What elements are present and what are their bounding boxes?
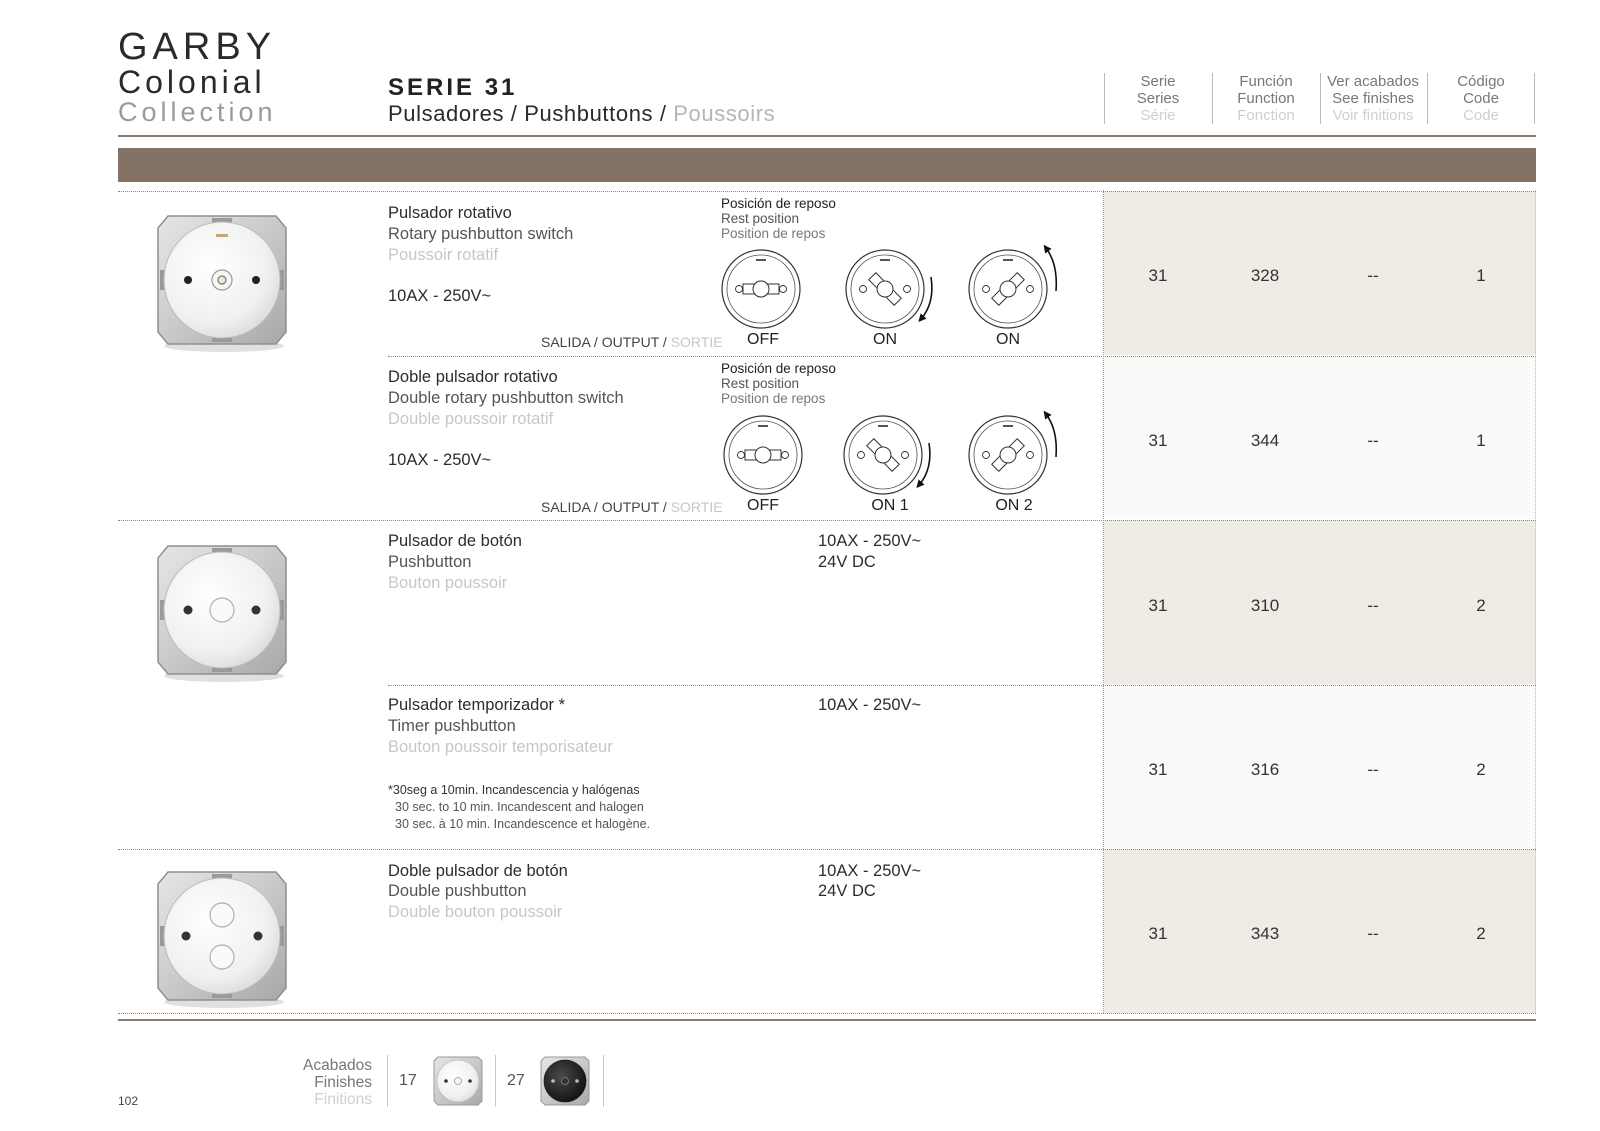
finishes-divider	[495, 1055, 496, 1107]
rest-position-es: Posición de reposo	[721, 196, 836, 211]
cell-serie: 31	[1148, 760, 1168, 779]
rotary-switch-image	[152, 210, 292, 354]
column-header-en: Code	[1463, 90, 1499, 107]
cell-serie: 31	[1148, 266, 1168, 285]
product-rating-dc: 24V DC	[818, 882, 876, 900]
header-divider	[1427, 73, 1428, 124]
finish-swatch-black-icon	[538, 1054, 592, 1108]
product-name-es: Doble pulsador de botón	[388, 862, 568, 880]
column-header-es: Serie	[1140, 73, 1176, 90]
serie-subtitle-sep: /	[653, 101, 674, 126]
column-header-fr: Voir finitions	[1332, 107, 1414, 124]
footnote-es: *30seg a 10min. Incandescencia y halógenas	[388, 783, 640, 797]
product-rating: 10AX - 250V~	[818, 532, 922, 550]
product-name-fr: Bouton poussoir temporisateur	[388, 738, 613, 756]
cell-serie: 31	[1148, 596, 1168, 615]
position-dial-on-icon	[843, 247, 943, 331]
product-name-en: Double pushbutton	[388, 882, 527, 900]
header-divider	[1212, 73, 1213, 124]
finishes-divider	[603, 1055, 604, 1107]
cell-function: 344	[1250, 431, 1280, 450]
product-name-en: Double rotary pushbutton switch	[388, 389, 624, 407]
row-divider	[118, 1013, 1536, 1014]
column-header-function	[1214, 73, 1318, 124]
column-header-code	[1429, 73, 1533, 124]
finish-code: 17	[399, 1072, 417, 1089]
output-label-en: OUTPUT	[601, 334, 660, 350]
cell-finishes: --	[1367, 431, 1379, 450]
cell-function: 310	[1250, 596, 1280, 615]
cell-code: 2	[1476, 924, 1486, 943]
finish-code: 27	[507, 1072, 525, 1089]
finishes-label	[272, 1057, 372, 1108]
product-name-es: Doble pulsador rotativo	[388, 368, 558, 386]
header-rule	[118, 135, 1536, 137]
double-pushbutton-image	[152, 866, 292, 1010]
output-label-es: SALIDA	[541, 499, 591, 515]
column-header-finishes	[1321, 73, 1425, 124]
position-label: ON	[873, 331, 897, 348]
column-header-serie	[1106, 73, 1210, 124]
column-header-fr: Code	[1463, 107, 1499, 124]
position-dial-on-icon	[966, 242, 1066, 331]
row-divider	[388, 685, 1536, 686]
position-dial-on2-icon	[966, 408, 1066, 497]
output-label	[541, 499, 723, 515]
position-label: ON	[996, 331, 1020, 348]
output-label-sep: /	[659, 334, 671, 350]
cell-code: 1	[1476, 431, 1486, 450]
rest-position-en: Rest position	[721, 376, 800, 391]
product-name-fr: Double poussoir rotatif	[388, 410, 554, 428]
brand-name: GARBY	[118, 26, 277, 68]
row-divider	[118, 191, 1536, 192]
position-dial-off-icon	[721, 413, 805, 497]
column-header-es: Código	[1457, 73, 1505, 90]
row-divider	[118, 520, 1536, 521]
position-label: ON 1	[871, 497, 909, 514]
brand-collection-name: Colonial	[118, 64, 266, 100]
rest-position-es: Posición de reposo	[721, 361, 836, 376]
cell-function: 328	[1250, 266, 1280, 285]
position-label: OFF	[747, 497, 779, 514]
product-rating: 10AX - 250V~	[818, 862, 922, 880]
output-label-es: SALIDA	[541, 334, 591, 350]
cell-serie: 31	[1148, 924, 1168, 943]
finish-swatch-white-icon	[431, 1054, 485, 1108]
cell-function: 316	[1250, 760, 1280, 779]
position-dial-on1-icon	[841, 413, 941, 497]
column-header-en: Series	[1136, 90, 1180, 107]
finishes-divider	[387, 1055, 388, 1107]
column-header-fr: Fonction	[1237, 107, 1295, 124]
column-header-en: See finishes	[1332, 90, 1414, 107]
output-label-sep: /	[659, 499, 671, 515]
cell-code: 1	[1476, 266, 1486, 285]
header-divider	[1104, 73, 1105, 124]
footnote-fr: 30 sec. à 10 min. Incandescence et halogène.	[395, 817, 651, 831]
finishes-label-en: Finishes	[314, 1074, 372, 1091]
cell-finishes: --	[1367, 760, 1379, 779]
product-rating-dc: 24V DC	[818, 553, 876, 571]
output-label-fr: SORTIE	[670, 334, 723, 350]
column-header-en: Function	[1237, 90, 1295, 107]
product-rating: 10AX - 250V~	[388, 287, 492, 305]
serie-subtitle-en: Pushbuttons	[524, 101, 654, 126]
product-name-en: Timer pushbutton	[388, 717, 516, 735]
cell-code: 2	[1476, 760, 1486, 779]
rest-position-fr: Position de repos	[721, 226, 826, 241]
column-header-es: Ver acabados	[1327, 73, 1419, 90]
output-label-fr: SORTIE	[670, 499, 723, 515]
serie-subtitle-es: Pulsadores	[388, 101, 505, 126]
footer-rule	[118, 1019, 1536, 1021]
row-divider	[388, 356, 1536, 357]
column-header-es: Función	[1239, 73, 1293, 90]
pushbutton-image	[152, 540, 292, 684]
position-label: ON 2	[995, 497, 1033, 514]
cell-finishes: --	[1367, 924, 1379, 943]
product-name-fr: Poussoir rotatif	[388, 246, 499, 264]
position-label: OFF	[747, 331, 779, 348]
product-name-es: Pulsador de botón	[388, 532, 522, 550]
cell-code: 2	[1476, 596, 1486, 615]
product-name-es: Pulsador rotativo	[388, 204, 512, 222]
row-divider	[118, 849, 1536, 850]
serie-subtitle-fr: Poussoirs	[673, 101, 776, 126]
footnote-en: 30 sec. to 10 min. Incandescent and halogen	[395, 800, 644, 814]
product-name-fr: Double bouton poussoir	[388, 903, 563, 921]
table-divider	[1535, 190, 1536, 1013]
serie-subtitle-sep: /	[504, 101, 525, 126]
page-number: 102	[118, 1094, 139, 1108]
cell-serie: 31	[1148, 431, 1168, 450]
product-name-es: Pulsador temporizador *	[388, 696, 566, 714]
cell-finishes: --	[1367, 596, 1379, 615]
output-label-sep: /	[590, 499, 602, 515]
section-band	[118, 148, 1536, 182]
finishes-label-es: Acabados	[303, 1057, 372, 1074]
column-header-fr: Série	[1140, 107, 1176, 124]
cell-finishes: --	[1367, 266, 1379, 285]
product-rating: 10AX - 250V~	[388, 451, 492, 469]
position-dial-off-icon	[719, 247, 803, 331]
header-divider	[1534, 73, 1535, 124]
output-label-en: OUTPUT	[601, 499, 660, 515]
rest-position-en: Rest position	[721, 211, 800, 226]
finishes-label-fr: Finitions	[314, 1091, 372, 1108]
output-label	[541, 334, 723, 350]
product-name-en: Rotary pushbutton switch	[388, 225, 574, 243]
serie-subtitle	[388, 101, 775, 127]
product-name-en: Pushbutton	[388, 553, 472, 571]
product-rating: 10AX - 250V~	[818, 696, 922, 714]
brand-collection-label: Collection	[118, 97, 277, 127]
output-label-sep: /	[590, 334, 602, 350]
table-divider	[1103, 190, 1104, 1013]
timer-footnote	[388, 782, 650, 833]
rest-position-fr: Position de repos	[721, 391, 826, 406]
cell-function: 343	[1250, 924, 1280, 943]
serie-title: SERIE 31	[388, 74, 518, 101]
product-name-fr: Bouton poussoir	[388, 574, 508, 592]
